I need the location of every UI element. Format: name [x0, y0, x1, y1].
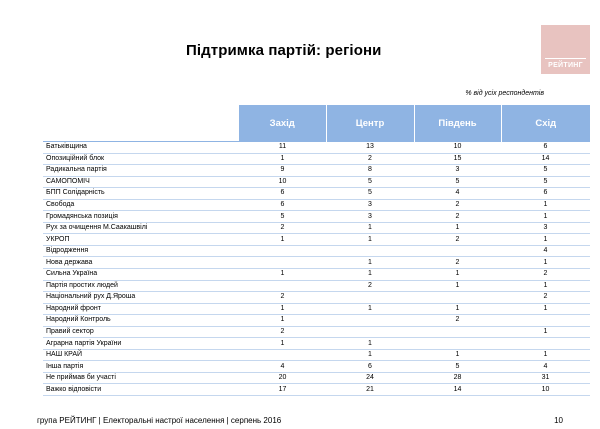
table-row	[43, 280, 590, 292]
value-cell: 1	[326, 269, 414, 281]
party-name-cell: Національний рух Д.Яроша	[43, 292, 239, 304]
value-cell	[414, 338, 501, 350]
table-row	[43, 234, 590, 246]
party-name-cell: Відродження	[43, 245, 239, 257]
value-cell: 1	[501, 349, 590, 361]
value-cell: 1	[501, 199, 590, 211]
value-cell: 28	[414, 372, 501, 384]
column-header-center: Центр	[326, 105, 414, 142]
column-header-west: Захід	[239, 105, 326, 142]
value-cell: 2	[501, 269, 590, 281]
value-cell: 1	[501, 326, 590, 338]
value-cell: 5	[501, 176, 590, 188]
logo-text: РЕЙТИНГ	[548, 62, 583, 69]
table-row	[43, 176, 590, 188]
value-cell: 6	[501, 188, 590, 200]
value-cell: 5	[414, 361, 501, 373]
value-cell: 1	[239, 234, 326, 246]
value-cell: 13	[326, 142, 414, 154]
value-cell: 1	[239, 303, 326, 315]
value-cell: 5	[239, 211, 326, 223]
value-cell	[326, 315, 414, 327]
table-row	[43, 257, 590, 269]
table-row	[43, 199, 590, 211]
value-cell	[239, 245, 326, 257]
party-name-cell: Радикальна партія	[43, 165, 239, 177]
party-name-cell: Нова держава	[43, 257, 239, 269]
value-cell: 15	[414, 153, 501, 165]
value-cell: 1	[501, 257, 590, 269]
party-name-cell: Правий сектор	[43, 326, 239, 338]
value-cell: 1	[326, 234, 414, 246]
value-cell: 3	[326, 199, 414, 211]
value-cell: 9	[239, 165, 326, 177]
value-cell: 3	[501, 222, 590, 234]
value-cell	[239, 280, 326, 292]
value-cell: 6	[239, 199, 326, 211]
value-cell: 10	[501, 384, 590, 396]
value-cell: 17	[239, 384, 326, 396]
value-cell: 1	[326, 222, 414, 234]
party-name-cell: Рух за очищення М.Саакашвілі	[43, 222, 239, 234]
value-cell: 1	[414, 280, 501, 292]
value-cell: 5	[414, 176, 501, 188]
value-cell: 11	[239, 142, 326, 154]
value-cell: 1	[501, 211, 590, 223]
value-cell: 8	[326, 165, 414, 177]
value-cell: 1	[239, 315, 326, 327]
value-cell: 2	[414, 315, 501, 327]
value-cell: 21	[326, 384, 414, 396]
value-cell: 1	[326, 349, 414, 361]
party-support-table	[43, 105, 590, 396]
value-cell	[239, 257, 326, 269]
value-cell: 1	[501, 234, 590, 246]
party-name-cell: САМОПОМІЧ	[43, 176, 239, 188]
table-row	[43, 349, 590, 361]
party-name-cell: Свобода	[43, 199, 239, 211]
party-name-cell: Інша партія	[43, 361, 239, 373]
value-cell: 4	[501, 361, 590, 373]
value-cell: 1	[326, 303, 414, 315]
value-cell	[414, 292, 501, 304]
table-row	[43, 211, 590, 223]
table-row	[43, 188, 590, 200]
table-row	[43, 245, 590, 257]
party-name-cell: Батьківщина	[43, 142, 239, 154]
value-cell: 2	[326, 280, 414, 292]
table-row	[43, 269, 590, 281]
value-cell	[501, 315, 590, 327]
value-cell: 6	[239, 188, 326, 200]
value-cell: 2	[414, 199, 501, 211]
value-cell: 1	[501, 303, 590, 315]
value-cell: 14	[414, 384, 501, 396]
value-cell: 1	[239, 153, 326, 165]
value-cell: 5	[326, 188, 414, 200]
table-row	[43, 315, 590, 327]
value-cell: 1	[414, 349, 501, 361]
party-name-cell: Народний фронт	[43, 303, 239, 315]
value-cell: 1	[326, 338, 414, 350]
value-cell: 1	[414, 222, 501, 234]
table-caption: % від усіх респондентів	[465, 90, 544, 97]
value-cell	[414, 326, 501, 338]
value-cell	[326, 292, 414, 304]
value-cell: 2	[239, 326, 326, 338]
value-cell: 3	[326, 211, 414, 223]
footer-text: група РЕЙТИНГ | Електоральні настрої населення | серпень 2016	[37, 416, 282, 425]
party-name-cell: Не приймав би участі	[43, 372, 239, 384]
value-cell: 10	[239, 176, 326, 188]
rating-logo	[541, 25, 590, 74]
value-cell: 6	[501, 142, 590, 154]
table-row	[43, 361, 590, 373]
value-cell: 2	[414, 257, 501, 269]
table-row	[43, 165, 590, 177]
party-name-cell: Аграрна партія України	[43, 338, 239, 350]
value-cell: 5	[501, 165, 590, 177]
value-cell: 2	[501, 292, 590, 304]
value-cell: 2	[239, 292, 326, 304]
value-cell: 20	[239, 372, 326, 384]
value-cell: 1	[326, 257, 414, 269]
party-name-cell: Важко відповісти	[43, 384, 239, 396]
party-name-cell: НАШ КРАЙ	[43, 349, 239, 361]
table-row	[43, 384, 590, 396]
value-cell: 10	[414, 142, 501, 154]
value-cell: 1	[501, 280, 590, 292]
value-cell: 31	[501, 372, 590, 384]
table-row	[43, 222, 590, 234]
value-cell	[414, 245, 501, 257]
value-cell: 4	[414, 188, 501, 200]
value-cell: 4	[239, 361, 326, 373]
party-name-cell: Опозиційний блок	[43, 153, 239, 165]
table-row	[43, 142, 590, 154]
value-cell	[239, 349, 326, 361]
value-cell: 2	[239, 222, 326, 234]
value-cell: 14	[501, 153, 590, 165]
value-cell: 2	[326, 153, 414, 165]
table-row	[43, 292, 590, 304]
column-header-east: Схід	[501, 105, 590, 142]
value-cell: 4	[501, 245, 590, 257]
column-header-south: Південь	[414, 105, 501, 142]
value-cell: 24	[326, 372, 414, 384]
logo-bar	[545, 58, 586, 59]
party-name-cell: Громадянська позиція	[43, 211, 239, 223]
table-row	[43, 326, 590, 338]
value-cell: 2	[414, 234, 501, 246]
value-cell	[326, 245, 414, 257]
table-row	[43, 153, 590, 165]
value-cell: 1	[414, 303, 501, 315]
value-cell: 5	[326, 176, 414, 188]
table-header-row	[43, 105, 590, 142]
value-cell: 1	[414, 269, 501, 281]
value-cell: 1	[239, 338, 326, 350]
value-cell	[501, 338, 590, 350]
header-blank-cell	[43, 105, 239, 142]
table-row	[43, 303, 590, 315]
value-cell: 1	[239, 269, 326, 281]
value-cell: 2	[414, 211, 501, 223]
party-name-cell: БПП Солідарність	[43, 188, 239, 200]
party-name-cell: УКРОП	[43, 234, 239, 246]
value-cell: 3	[414, 165, 501, 177]
slide-title: Підтримка партій: регіони	[186, 42, 382, 59]
party-name-cell: Сильна Україна	[43, 269, 239, 281]
table-row	[43, 338, 590, 350]
page-number: 10	[554, 416, 563, 425]
table-row	[43, 372, 590, 384]
value-cell	[326, 326, 414, 338]
value-cell: 6	[326, 361, 414, 373]
party-name-cell: Партія простих людей	[43, 280, 239, 292]
party-name-cell: Народний Контроль	[43, 315, 239, 327]
